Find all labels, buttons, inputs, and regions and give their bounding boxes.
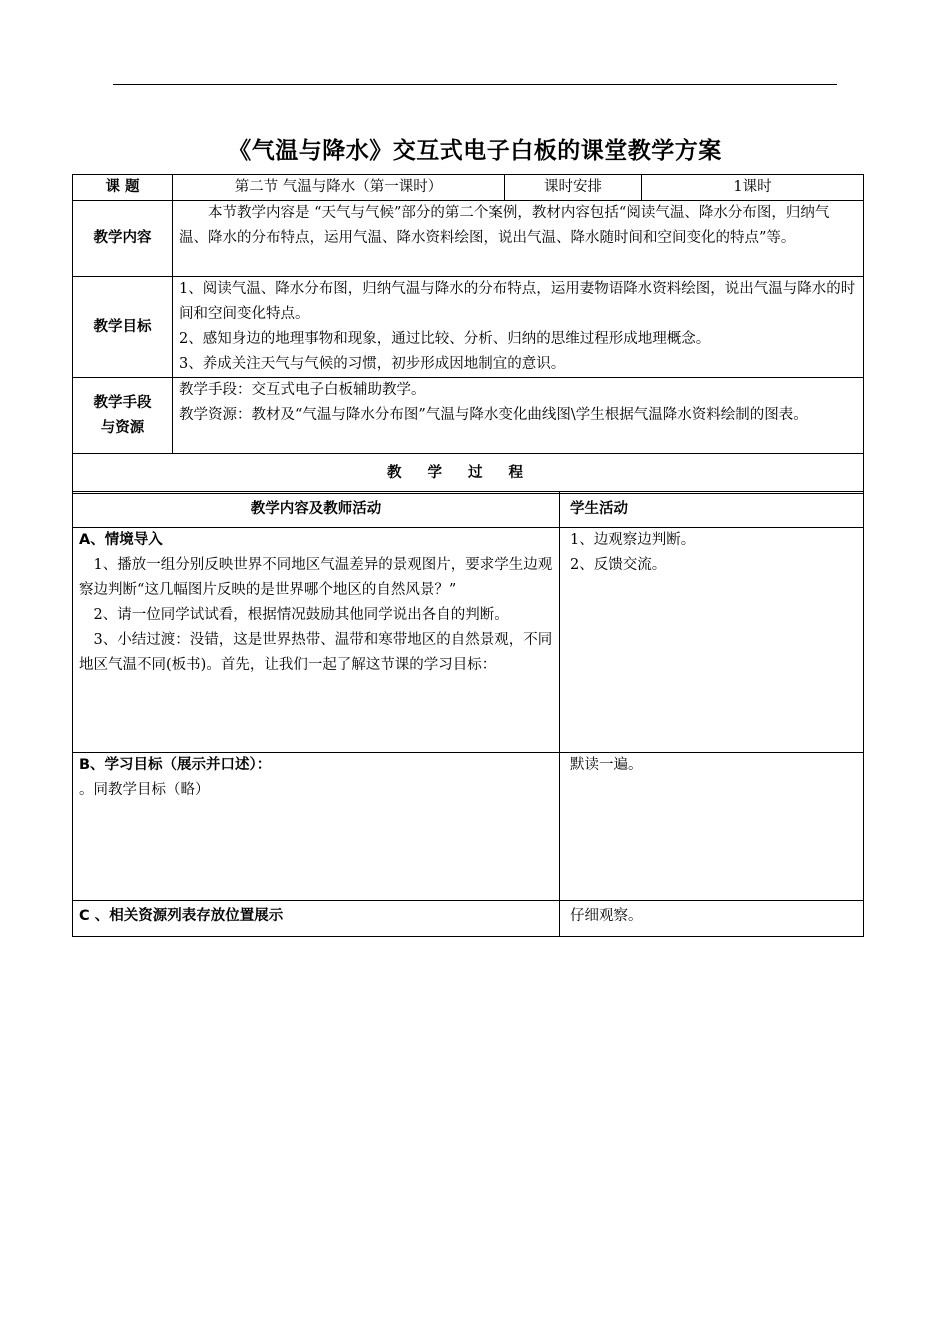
goal-item: 1、阅读气温、降水分布图，归纳气温与降水的分布特点，运用妻物语降水资料绘图，说出气温与降水的时间和空间变化特点。 bbox=[179, 281, 856, 322]
content-text: 本节教学内容是 “天气与气候”部分的第二个案例，教材内容包括“阅读气温、降水分布图，归纳气温、降水的分布特点，运用气温、降水资料绘图，说出气温、降水随时间和空间变化的特点”等。 bbox=[179, 205, 830, 246]
lesson-info-table bbox=[72, 174, 864, 494]
goal-item: 2、感知身边的地理事物和现象，通过比较、分析、归纳的思维过程形成地理概念。 bbox=[179, 331, 711, 347]
content-row bbox=[73, 201, 864, 277]
section-b-row bbox=[73, 753, 864, 901]
section-b-student bbox=[560, 753, 864, 901]
document-title: 《气温与降水》交互式电子白板的课堂教学方案 bbox=[228, 138, 722, 164]
process-banner-row bbox=[73, 454, 864, 494]
means-cell bbox=[173, 378, 864, 454]
goals-row bbox=[73, 277, 864, 378]
section-b-teacher bbox=[73, 753, 560, 901]
means-row bbox=[73, 378, 864, 454]
means-label-line: 教学手段 bbox=[93, 394, 152, 411]
goals-label: 教学目标 bbox=[73, 277, 173, 378]
student-activity: 2、反馈交流。 bbox=[570, 557, 667, 573]
process-table bbox=[72, 491, 864, 937]
student-activity: 默读一遍。 bbox=[570, 757, 643, 773]
period-label: 课时安排 bbox=[505, 175, 642, 201]
goals-cell bbox=[173, 277, 864, 378]
means-label bbox=[73, 378, 173, 454]
content-cell bbox=[173, 201, 864, 277]
content-label: 教学内容 bbox=[73, 201, 173, 277]
means-line: 教学手段：交互式电子白板辅助教学。 bbox=[179, 382, 426, 398]
goal-item: 3、养成关注天气与气候的习惯，初步形成因地制宜的意识。 bbox=[179, 356, 566, 372]
means-label-line: 与资源 bbox=[100, 419, 145, 436]
student-column-header: 学生活动 bbox=[560, 492, 864, 528]
section-a-student bbox=[560, 528, 864, 753]
section-paragraph: 1、播放一组分别反映世界不同地区气温差异的景观图片，要求学生边观察边判断“这几幅图片反映的是世界哪个地区的自然风景？” bbox=[79, 557, 553, 598]
section-heading: A、情境导入 bbox=[79, 532, 163, 548]
section-paragraph: 2、请一位同学试试看，根据情况鼓励其他同学说出各自的判断。 bbox=[93, 607, 509, 623]
course-row bbox=[73, 175, 864, 201]
process-banner: 教学过程 bbox=[73, 454, 864, 494]
section-c-row bbox=[73, 901, 864, 937]
section-c-teacher bbox=[73, 901, 560, 937]
teacher-column-header: 教学内容及教师活动 bbox=[73, 492, 560, 528]
section-c-student bbox=[560, 901, 864, 937]
section-paragraph: 3、小结过渡：没错，这是世界热带、温带和寒带地区的自然景观，不同地区气温不同(板书)。首先，让我们一起了解这节课的学习目标： bbox=[79, 632, 553, 673]
section-paragraph: 。同教学目标（略） bbox=[79, 782, 210, 798]
process-header-row bbox=[73, 492, 864, 528]
student-activity: 仔细观察。 bbox=[570, 908, 643, 924]
section-a-teacher bbox=[73, 528, 560, 753]
course-label: 课 题 bbox=[73, 175, 173, 201]
section-heading: C 、相关资源列表存放位置展示 bbox=[79, 908, 284, 924]
course-value: 第二节 气温与降水（第一课时） bbox=[173, 175, 505, 201]
period-value: 1课时 bbox=[642, 175, 864, 201]
section-a-row bbox=[73, 528, 864, 753]
student-activity: 1、边观察边判断。 bbox=[570, 532, 696, 548]
means-line: 教学资源：教材及“气温与降水分布图”气温与降水变化曲线图\学生根据气温降水资料绘制的图表。 bbox=[179, 407, 808, 423]
section-heading: B、学习目标（展示并口述）： bbox=[79, 757, 272, 773]
header-rule bbox=[113, 84, 837, 85]
